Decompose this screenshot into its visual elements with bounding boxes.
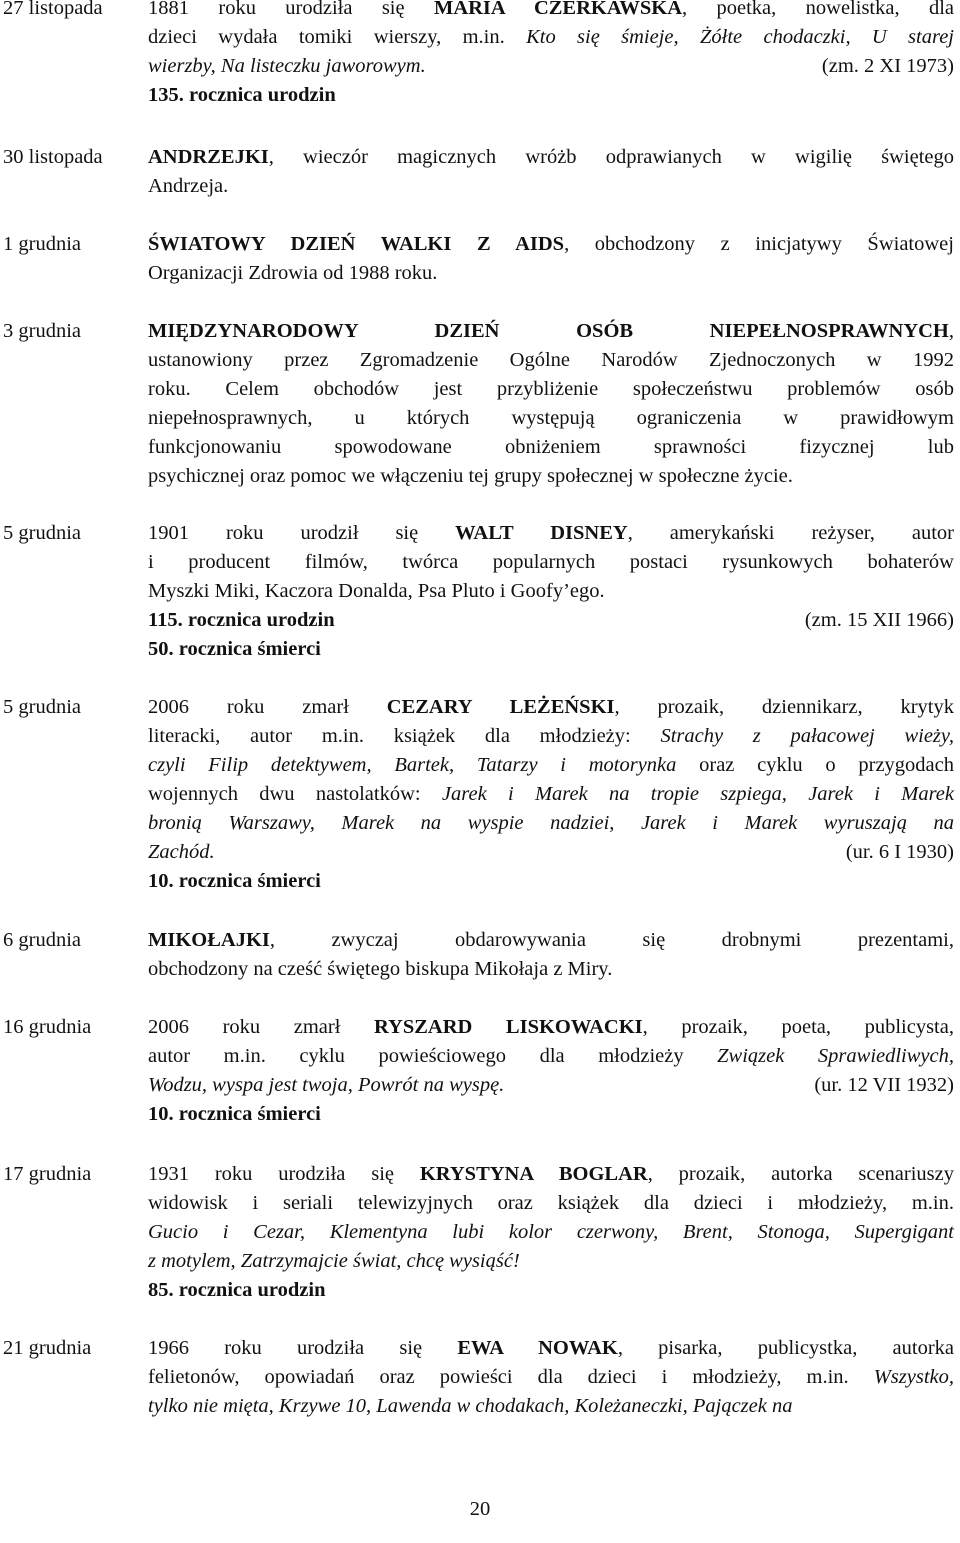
text-run: widowisk i seriali telewizyjnych oraz książek dla dzieci i młodzieży, m.in. (148, 1192, 954, 1214)
text-run: , (948, 320, 954, 342)
text-run: wojennych dwu nastolatków: (148, 783, 442, 805)
entry-text (148, 143, 954, 201)
closing-text (148, 838, 215, 867)
entry-date: 3 grudnia (3, 320, 81, 342)
bold-name: MIĘDZYNARODOWY DZIEŃ OSÓB NIEPEŁNOSPRAWNYCH (148, 320, 949, 342)
bold-name: KRYSTYNA BOGLAR (419, 1163, 648, 1185)
life-dates-note: (zm. 2 XI 1973) (821, 55, 954, 77)
life-dates-note: (ur. 12 VII 1932) (814, 1074, 954, 1096)
bold-name: WALT DISNEY (455, 522, 628, 544)
entry-date: 1 grudnia (3, 233, 81, 255)
text-run: , wieczór magicznych wróżb odprawianych w wigilię świętego (268, 146, 954, 168)
bold-name: CEZARY LEŻEŃSKI (386, 696, 615, 718)
text-run: , pisarka, publicystka, autorka (617, 1337, 955, 1359)
text-run: ustanowiony przez Zgromadzenie Ogólne Narodów Zjednoczonych w 1992 (148, 349, 954, 371)
title-italic: Wodzu, wyspa jest twoja, Powrót na wyspę. (148, 1074, 505, 1096)
text-run: niepełnosprawnych, u których występują ograniczenia w prawidłowym (148, 407, 954, 429)
text-line (148, 751, 954, 780)
text-run: Myszki Miki, Kaczora Donalda, Psa Pluto i Goofy’ego. (148, 580, 605, 602)
entry-date: 6 grudnia (3, 929, 81, 951)
life-dates-note: (ur. 6 I 1930) (845, 841, 954, 863)
title-italic: czyli Filip detektywem, Bartek, Tatarzy i motorynka (148, 754, 677, 776)
title-italic: Strachy z pałacowej wieży, (660, 725, 955, 747)
text-line (148, 143, 954, 172)
entry-text (148, 519, 954, 664)
text-line (148, 404, 954, 433)
anniversary-label: 135. rocznica urodzin (148, 84, 336, 106)
text-run: roku. Celem obchodów jest przybliżenie społeczeństwu problemów osób (148, 378, 954, 400)
text-line (148, 809, 954, 838)
bold-name: RYSZARD LISKOWACKI (373, 1016, 643, 1038)
anniversary-label: 10. rocznica śmierci (148, 1103, 321, 1125)
text-line (148, 346, 954, 375)
text-line (148, 1392, 954, 1421)
text-line (148, 577, 954, 606)
text-line (148, 172, 954, 201)
text-line (148, 317, 954, 346)
text-line (148, 433, 954, 462)
text-line (148, 1247, 954, 1276)
text-line (148, 693, 954, 722)
entry-date: 17 grudnia (3, 1163, 92, 1185)
text-line (148, 230, 954, 259)
text-run: , amerykański reżyser, autor (627, 522, 954, 544)
entry-date: 30 listopada (3, 146, 103, 168)
text-run: 1881 roku urodziła się (148, 0, 434, 19)
text-run: , prozaik, dziennikarz, krytyk (614, 696, 955, 718)
text-run: Organizacji Zdrowia od 1988 roku. (148, 262, 438, 284)
entry-date: 16 grudnia (3, 1016, 92, 1038)
text-run: felietonów, opowiadań oraz powieści dla dzieci i młodzieży, m.in. (148, 1366, 874, 1388)
life-dates-note: (zm. 15 XII 1966) (804, 609, 954, 631)
text-line (148, 548, 954, 577)
text-line (148, 1363, 954, 1392)
text-line (148, 259, 954, 288)
text-run: , poetka, nowelistka, dla (682, 0, 954, 19)
anniversary-label: 85. rocznica urodzin (148, 1279, 326, 1301)
bold-name: EWA NOWAK (457, 1337, 618, 1359)
anniversary-label: 115. rocznica urodzin (148, 609, 335, 631)
page-number: 20 (469, 1498, 491, 1520)
entry-date: 21 grudnia (3, 1337, 92, 1359)
title-italic: tylko nie mięta, Krzywe 10, Lawenda w chodakach, Koleżaneczki, Pajączek na (148, 1395, 793, 1417)
title-italic: Zachód. (148, 841, 215, 863)
text-line (148, 955, 954, 984)
bold-name: ŚWIATOWY DZIEŃ WALKI Z AIDS (148, 233, 565, 255)
text-run: 2006 roku zmarł (148, 696, 387, 718)
title-italic: Jarek i Marek na tropie szpiega, Jarek i Marek (441, 783, 955, 805)
text-run: i producent filmów, twórca popularnych postaci rysunkowych bohaterów (148, 551, 954, 573)
bold-name: MIKOŁAJKI (148, 929, 270, 951)
text-line (148, 926, 954, 955)
anniversary-label: 10. rocznica śmierci (148, 870, 321, 892)
text-line (148, 462, 954, 491)
entry-text (148, 0, 954, 110)
text-line (148, 23, 954, 52)
title-italic: Związek Sprawiedliwych, (717, 1045, 954, 1067)
title-italic: z motylem, Zatrzymajcie świat, chcę wysiąść! (148, 1250, 520, 1272)
entry-text (148, 1334, 954, 1421)
text-line (148, 0, 954, 23)
title-italic: wierzby, Na listeczku jaworowym. (148, 55, 426, 77)
text-line (148, 375, 954, 404)
text-run: funkcjonowaniu spowodowane obniżeniem sprawności fizycznej lub (148, 436, 954, 458)
text-line (148, 722, 954, 751)
entry-date: 5 grudnia (3, 522, 81, 544)
text-line (148, 1189, 954, 1218)
text-line (148, 780, 954, 809)
text-line (148, 1013, 954, 1042)
text-run: , zwyczaj obdarowywania się drobnymi prezentami, (269, 929, 954, 951)
text-run: , prozaik, autorka scenariuszy (647, 1163, 954, 1185)
text-run: literacki, autor m.in. książek dla młodzieży: (148, 725, 661, 747)
bold-name: ANDRZEJKI (148, 146, 269, 168)
entry-date: 27 listopada (3, 0, 103, 19)
bold-name: MARIA CZERKAWSKA (433, 0, 683, 19)
entry-date: 5 grudnia (3, 696, 81, 718)
text-run: 2006 roku zmarł (148, 1016, 374, 1038)
entry-text (148, 230, 954, 288)
title-italic: Wszystko, (873, 1366, 954, 1388)
closing-text (148, 1071, 504, 1100)
title-italic: Kto się śmieje, Żółte chodaczki, U starej (526, 26, 954, 48)
title-italic: bronią Warszawy, Marek na wyspie nadziei, Jarek i Marek wyruszają na (148, 812, 954, 834)
text-line (148, 1160, 954, 1189)
text-line (148, 519, 954, 548)
closing-row (148, 52, 954, 81)
text-line (148, 1042, 954, 1071)
entry-text (148, 1160, 954, 1305)
text-run: psychicznej oraz pomoc we włączeniu tej grupy społecznej w społeczne życie. (148, 465, 793, 487)
text-line (148, 1218, 954, 1247)
text-run: Andrzeja. (148, 175, 229, 197)
text-run: obchodzony na cześć świętego biskupa Mikołaja z Miry. (148, 958, 613, 980)
text-run: 1966 roku urodziła się (148, 1337, 458, 1359)
text-run: 1931 roku urodziła się (148, 1163, 420, 1185)
closing-row (148, 838, 954, 867)
text-run: 1901 roku urodził się (148, 522, 456, 544)
entry-text (148, 926, 954, 984)
text-run: autor m.in. cyklu powieściowego dla młodzieży (148, 1045, 718, 1067)
anniversary-row (148, 606, 954, 635)
entry-text (148, 1013, 954, 1129)
entry-text (148, 317, 954, 491)
text-run: oraz cyklu o przygodach (676, 754, 954, 776)
closing-row (148, 1071, 954, 1100)
text-run: , obchodzony z inicjatywy Światowej (564, 233, 954, 255)
closing-text (148, 52, 426, 81)
text-run: , prozaik, poeta, publicysta, (642, 1016, 954, 1038)
entry-text (148, 693, 954, 896)
anniversary-label: 50. rocznica śmierci (148, 638, 321, 660)
title-italic: Gucio i Cezar, Klementyna lubi kolor czerwony, Brent, Stonoga, Supergigant (148, 1221, 954, 1243)
text-run: dzieci wydała tomiki wierszy, m.in. (148, 26, 527, 48)
text-line (148, 1334, 954, 1363)
